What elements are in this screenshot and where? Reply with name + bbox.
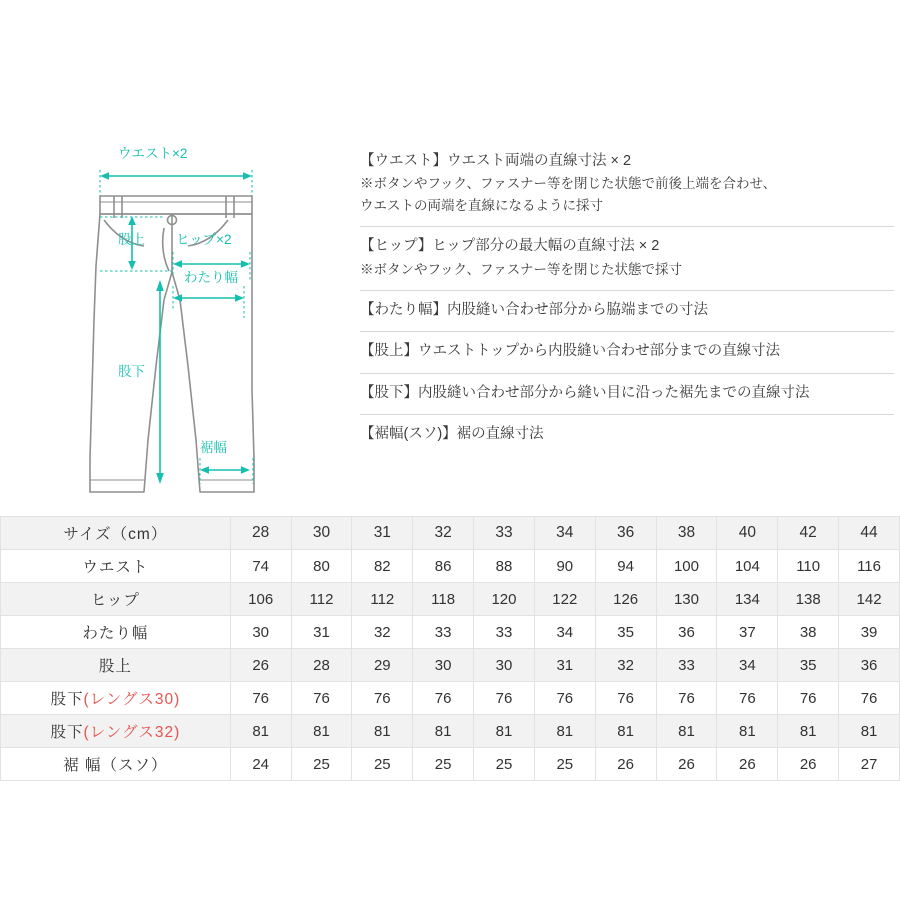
table-cell: 33 [656, 649, 717, 682]
row-label [1, 616, 231, 649]
label-inseam: 股下 [118, 364, 145, 379]
table-cell: 36 [839, 649, 900, 682]
table-cell: 35 [778, 649, 839, 682]
table-cell: 81 [230, 715, 291, 748]
label-hip: ヒップ×2 [176, 232, 232, 247]
table-cell: 88 [474, 550, 535, 583]
table-cell: 80 [291, 550, 352, 583]
definition-list [360, 150, 894, 455]
table-cell: 32 [595, 649, 656, 682]
row-label-text: ヒップ [90, 592, 140, 609]
definition-rise [360, 332, 894, 373]
table-row [1, 748, 900, 781]
definition-line: 【わたり幅】内股縫い合わせ部分から脇端までの寸法 [360, 301, 708, 318]
table-cell: 76 [534, 682, 595, 715]
definition-line: ※ボタンやフック、ファスナー等を閉じた状態で前後上端を合わせ、 [360, 176, 777, 192]
table-cell: 138 [778, 583, 839, 616]
table-cell: 112 [291, 583, 352, 616]
table-cell: 30 [230, 616, 291, 649]
table-cell: 76 [413, 682, 474, 715]
label-hem: 裾幅 [200, 440, 227, 455]
size-table [0, 516, 900, 781]
table-cell: 28 [291, 649, 352, 682]
table-cell: 76 [839, 682, 900, 715]
row-label-tag: (レングス30) [83, 691, 181, 708]
label-rise: 股上 [118, 232, 145, 247]
table-cell: 76 [291, 682, 352, 715]
table-cell: 38 [778, 616, 839, 649]
table-cell: 24 [230, 748, 291, 781]
table-header-size: 36 [595, 517, 656, 550]
table-cell: 31 [291, 616, 352, 649]
table-cell: 34 [717, 649, 778, 682]
row-label-text: 股上 [98, 658, 132, 675]
definition-line: ※ボタンやフック、ファスナー等を閉じた状態で採寸 [360, 261, 682, 277]
table-cell: 31 [534, 649, 595, 682]
table-row [1, 583, 900, 616]
table-cell: 25 [291, 748, 352, 781]
table-cell: 81 [474, 715, 535, 748]
table-cell: 39 [839, 616, 900, 649]
table-cell: 118 [413, 583, 474, 616]
table-cell: 76 [717, 682, 778, 715]
table-cell: 76 [778, 682, 839, 715]
table-header-size: 30 [291, 517, 352, 550]
pants-measurement-diagram [60, 140, 350, 510]
table-cell: 25 [413, 748, 474, 781]
table-header-size: 32 [413, 517, 474, 550]
definition-line: ウエストの両端を直線になるように採寸 [360, 198, 603, 214]
table-cell: 130 [656, 583, 717, 616]
table-cell: 81 [413, 715, 474, 748]
table-cell: 81 [778, 715, 839, 748]
label-waist: ウエスト×2 [118, 146, 188, 161]
definition-inseam [360, 374, 894, 415]
row-label-tag: (レングス32) [83, 724, 181, 741]
row-label-text: ウエスト [82, 559, 149, 576]
table-cell: 90 [534, 550, 595, 583]
definition-line: 【ウエスト】ウエスト両端の直線寸法 × 2 [360, 153, 632, 169]
table-cell: 126 [595, 583, 656, 616]
table-cell: 76 [352, 682, 413, 715]
definition-line: 【裾幅(スソ)】裾の直線寸法 [360, 426, 544, 442]
table-cell: 81 [717, 715, 778, 748]
table-cell: 104 [717, 550, 778, 583]
table-row [1, 649, 900, 682]
table-cell: 26 [656, 748, 717, 781]
row-label [1, 715, 231, 748]
table-cell: 25 [534, 748, 595, 781]
table-cell: 81 [656, 715, 717, 748]
table-cell: 74 [230, 550, 291, 583]
table-cell: 100 [656, 550, 717, 583]
table-cell: 26 [717, 748, 778, 781]
table-cell: 32 [352, 616, 413, 649]
table-cell: 30 [474, 649, 535, 682]
table-header-row [1, 517, 900, 550]
table-header-size: 33 [474, 517, 535, 550]
row-label-text: 股下 [50, 691, 84, 708]
table-cell: 33 [413, 616, 474, 649]
table-cell: 35 [595, 616, 656, 649]
table-cell: 116 [839, 550, 900, 583]
table-cell: 82 [352, 550, 413, 583]
table-cell: 30 [413, 649, 474, 682]
table-row [1, 682, 900, 715]
table-cell: 25 [352, 748, 413, 781]
table-cell: 26 [230, 649, 291, 682]
table-cell: 110 [778, 550, 839, 583]
table-cell: 81 [595, 715, 656, 748]
table-cell: 106 [230, 583, 291, 616]
table-cell: 81 [352, 715, 413, 748]
table-cell: 29 [352, 649, 413, 682]
table-cell: 142 [839, 583, 900, 616]
table-header-size: 28 [230, 517, 291, 550]
definition-waist [360, 150, 894, 227]
row-label-text: 裾 幅（スソ） [63, 757, 168, 774]
label-thigh: わたり幅 [184, 270, 238, 285]
table-header-label: サイズ（cm） [1, 517, 231, 550]
row-label [1, 682, 231, 715]
table-cell: 81 [534, 715, 595, 748]
table-cell: 81 [839, 715, 900, 748]
table-cell: 120 [474, 583, 535, 616]
table-cell: 33 [474, 616, 535, 649]
table-row [1, 616, 900, 649]
table-cell: 76 [656, 682, 717, 715]
table-row [1, 715, 900, 748]
table-cell: 25 [474, 748, 535, 781]
row-label [1, 583, 231, 616]
table-row [1, 550, 900, 583]
definition-thigh [360, 291, 894, 332]
definition-line: 【股下】内股縫い合わせ部分から縫い目に沿った裾先までの直線寸法 [360, 384, 810, 401]
table-cell: 122 [534, 583, 595, 616]
table-cell: 36 [656, 616, 717, 649]
table-header-size: 31 [352, 517, 413, 550]
definition-line: 【ヒップ】ヒップ部分の最大幅の直線寸法 × 2 [360, 238, 660, 255]
row-label-text: わたり幅 [82, 625, 149, 642]
table-cell: 112 [352, 583, 413, 616]
table-cell: 27 [839, 748, 900, 781]
table-cell: 94 [595, 550, 656, 583]
definition-line: 【股上】ウエストトップから内股縫い合わせ部分までの直線寸法 [360, 343, 781, 360]
table-cell: 26 [595, 748, 656, 781]
table-cell: 76 [474, 682, 535, 715]
table-header-size: 40 [717, 517, 778, 550]
table-cell: 81 [291, 715, 352, 748]
table-header-size: 34 [534, 517, 595, 550]
table-cell: 134 [717, 583, 778, 616]
definition-hem [360, 415, 894, 455]
table-header-size: 44 [839, 517, 900, 550]
definition-hip [360, 227, 894, 290]
table-header-size: 42 [778, 517, 839, 550]
table-cell: 76 [595, 682, 656, 715]
table-cell: 34 [534, 616, 595, 649]
row-label [1, 550, 231, 583]
table-cell: 86 [413, 550, 474, 583]
table-cell: 37 [717, 616, 778, 649]
row-label-text: 股下 [50, 724, 84, 741]
row-label [1, 649, 231, 682]
table-cell: 76 [230, 682, 291, 715]
table-header-size: 38 [656, 517, 717, 550]
table-cell: 26 [778, 748, 839, 781]
row-label [1, 748, 231, 781]
